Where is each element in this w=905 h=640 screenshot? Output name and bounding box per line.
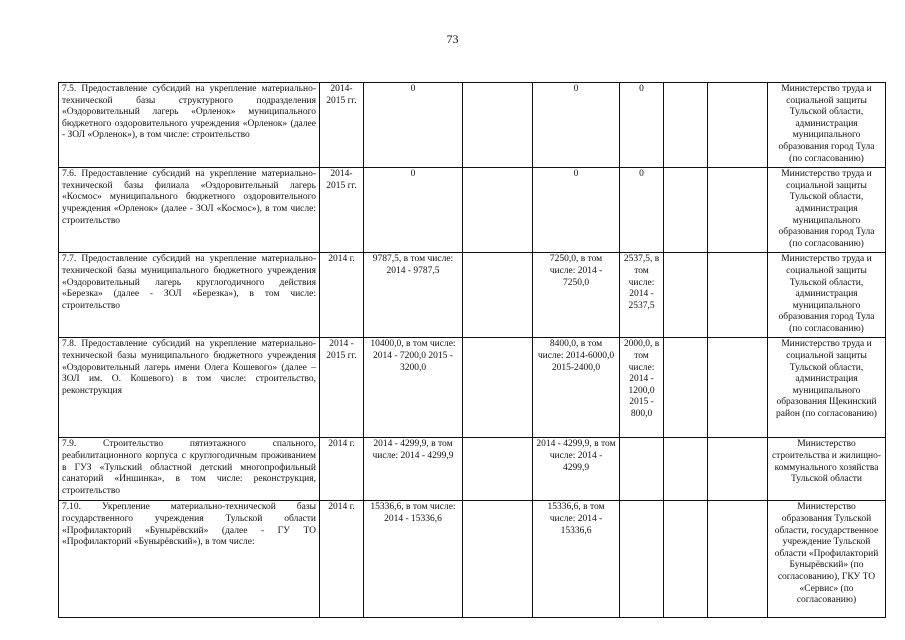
funding-extrabudget	[664, 253, 708, 338]
funding-municipal: 2537,5, в том числе: 2014 - 2537,5	[620, 253, 664, 338]
funding-municipal	[620, 438, 664, 501]
implementation-period: 2014-2015 гг.	[320, 168, 364, 253]
funding-regional: 7250,0, в том числе: 2014 - 7250,0	[533, 253, 620, 338]
funding-extrabudget	[664, 338, 708, 438]
activity-description: 7.8. Предоставление субсидий на укрепление материально-технической базы муниципального бюджетного учреждения «Оздоровительный лагерь имени Олега Кошевого» (далее – ЗОЛ им. О. Кошевого) в том числе: строительство, реконструкция	[59, 338, 320, 438]
responsible-executor: Министерство труда и социальной защиты Тульской области, администрация муниципального образования Щекинский район (по согласованию)	[768, 338, 886, 438]
funding-municipal: 0	[620, 83, 664, 168]
responsible-executor: Министерство труда и социальной защиты Тульской области, администрация муниципального образования город Тула (по согласованию)	[768, 83, 886, 168]
funding-federal	[463, 501, 533, 618]
table-row	[59, 338, 886, 438]
funding-total: 2014 - 4299,9, в том числе: 2014 - 4299,9	[364, 438, 463, 501]
implementation-period: 2014 г.	[320, 501, 364, 618]
funding-federal	[463, 338, 533, 438]
responsible-executor: Министерство труда и социальной защиты Тульской области, администрация муниципального образования город Тула (по согласованию)	[768, 168, 886, 253]
activity-description: 7.6. Предоставление субсидий на укрепление материально-технической базы филиала «Оздоровительный лагерь «Космос» муниципального бюджетного оздоровительного учреждения «Орленок» (далее - ЗОЛ «Космос»), в том числе: строительство	[59, 168, 320, 253]
table-row	[59, 438, 886, 501]
funding-other	[708, 253, 768, 338]
program-activities-table	[58, 82, 886, 618]
funding-federal	[463, 438, 533, 501]
funding-extrabudget	[664, 83, 708, 168]
funding-other	[708, 438, 768, 501]
funding-regional: 0	[533, 83, 620, 168]
funding-other	[708, 501, 768, 618]
implementation-period: 2014 - 2015 гг.	[320, 338, 364, 438]
activity-description: 7.7. Предоставление субсидий на укрепление материально-технической базы муниципального бюджетного учреждения «Оздоровительный лагерь круглогодичного действия «Березка» (далее - ЗОЛ «Березка»), в том числе: строительство	[59, 253, 320, 338]
funding-other	[708, 168, 768, 253]
funding-municipal	[620, 501, 664, 618]
funding-regional: 8400,0, в том числе: 2014-6000,0 2015-2400,0	[533, 338, 620, 438]
table-row	[59, 501, 886, 618]
activity-description: 7.9. Строительство пятиэтажного спального, реабилитационного корпуса с круглогодичным проживанием в ГУЗ «Тульский областной детский многопрофильный санаторий «Иншинка», в том числе: реконструкция, строительство	[59, 438, 320, 501]
table-row	[59, 168, 886, 253]
funding-other	[708, 338, 768, 438]
funding-extrabudget	[664, 438, 708, 501]
funding-total: 0	[364, 83, 463, 168]
funding-total: 9787,5, в том числе: 2014 - 9787,5	[364, 253, 463, 338]
funding-total: 15336,6, в том числе: 2014 - 15336,6	[364, 501, 463, 618]
activity-description: 7.10. Укрепление материально-технической базы государственного учреждения Тульской области «Профилакторий «Бунырёвский» (далее - ГУ ТО «Профилакторий «Бунырёвский»), в том числе:	[59, 501, 320, 618]
funding-federal	[463, 168, 533, 253]
funding-other	[708, 83, 768, 168]
funding-municipal: 0	[620, 168, 664, 253]
funding-regional: 0	[533, 168, 620, 253]
funding-extrabudget	[664, 501, 708, 618]
responsible-executor: Министерство образования Тульской области, государственное учреждение Тульской области «Профилакторий Бунырёвский» (по согласованию), ГКУ ТО «Сервис» (по согласованию)	[768, 501, 886, 618]
funding-federal	[463, 253, 533, 338]
implementation-period: 2014-2015 гг.	[320, 83, 364, 168]
responsible-executor: Министерство строительства и жилищно-коммунального хозяйства Тульской области	[768, 438, 886, 501]
table-row	[59, 253, 886, 338]
funding-regional: 15336,6, в том числе: 2014 - 15336,6	[533, 501, 620, 618]
responsible-executor: Министерство труда и социальной защиты Тульской области, администрация муниципального образования город Тула (по согласованию)	[768, 253, 886, 338]
funding-municipal: 2000,0, в том числе: 2014 - 1200,0 2015 - 800,0	[620, 338, 664, 438]
funding-extrabudget	[664, 168, 708, 253]
funding-regional: 2014 - 4299,9, в том числе: 2014 - 4299,9	[533, 438, 620, 501]
funding-total: 10400,0, в том числе: 2014 - 7200,0 2015 - 3200,0	[364, 338, 463, 438]
implementation-period: 2014 г.	[320, 438, 364, 501]
page-number: 73	[446, 32, 459, 46]
implementation-period: 2014 г.	[320, 253, 364, 338]
funding-total: 0	[364, 168, 463, 253]
funding-federal	[463, 83, 533, 168]
activity-description: 7.5. Предоставление субсидий на укрепление материально-технической базы структурного подразделения «Оздоровительный лагерь «Орленок» муниципального бюджетного оздоровительного учреждения «Орленок» (далее - ЗОЛ «Орленок»), в том числе: строительство	[59, 83, 320, 168]
table-row	[59, 83, 886, 168]
